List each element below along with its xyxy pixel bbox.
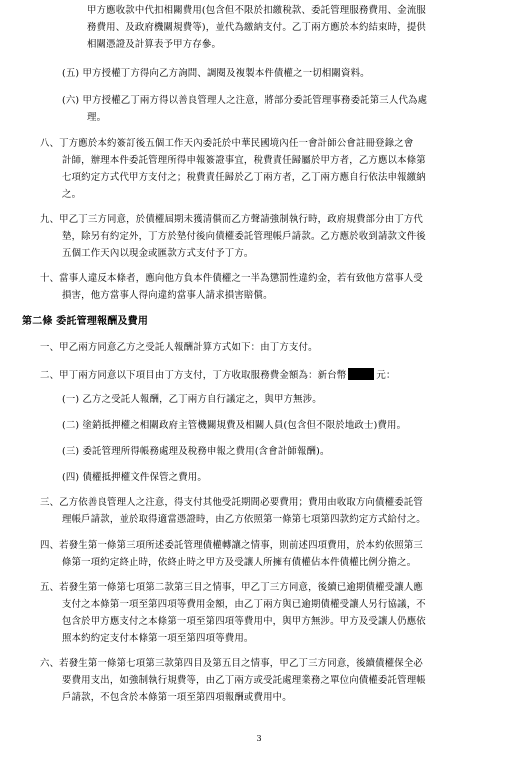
text-line: 要費用支出，如強制執行規費等，由乙丁兩方或受託處理業務之單位向債權委託管理帳 <box>62 675 426 686</box>
text-segment: 二、甲丁兩方同意以下項目由丁方支付，丁方收取服務費金額為：新台幣 <box>40 370 347 381</box>
text-line: 戶請款，不包含於本條第一項至第四項報酬或費用中。 <box>62 692 292 703</box>
text-line: (六) 甲方授權乙丁兩方得以善良管理人之注意，將部分委託管理事務委託第三人代為處 <box>62 95 428 106</box>
text-line: 十、當事人違反本條者，應向他方負本件債權之一半為懲罰性違約金，若有致他方當事人受 <box>40 273 424 284</box>
text-line: (二) 塗銷抵押權之相關政府主管機關規費及相關人員(包含但不限於地政士)費用。 <box>62 420 407 431</box>
text-line: 計師，辦理本件委託管理所得申報簽證事宜，稅費責任歸屬於甲方者，乙方應以本條第 <box>62 155 426 166</box>
text-line: 損害，他方當事人得向違約當事人請求損害賠償。 <box>62 290 273 301</box>
text-line: 四、若發生第一條第三項所述委託管理債權轉讓之情事，則前述四項費用，於本約依照第三 <box>40 540 424 551</box>
text-line: 五個工作天內以現金或匯款方式支付予丁方。 <box>62 248 254 259</box>
section-heading: 第二條 委託管理報酬及費用 <box>22 316 149 327</box>
text-line: (一) 乙方之受託人報酬，乙丁兩方自行議定之，與甲方無涉。 <box>62 394 322 405</box>
text-line: 條第一項約定終止時，依終止時之甲方及受讓人所擁有債權佔本件債權比例分擔之。 <box>62 557 417 568</box>
text-line: 甲方應收款中代扣相關費用(包含但不限於扣繳稅款、委託管理服務費用、金流服 <box>87 5 426 16</box>
text-line: 七項約定方式代甲方支付之；稅費責任歸於乙丁兩方者，乙丁兩方應自行依法申報繳納 <box>62 172 426 183</box>
text-line: 五、若發生第一條第七項第二款第三目之情事，甲乙丁三方同意，後續已逾期債權受讓人應 <box>40 582 424 593</box>
text-line: (四) 債權抵押權文件保管之費用。 <box>62 472 207 483</box>
page-number: 3 <box>256 734 262 743</box>
text-line: 理帳戶請款，並於取得適當憑證時，由乙方依照第一條第七項第四款約定方式給付之。 <box>62 514 426 525</box>
text-line: 九、甲乙丁三方同意，於債權屆期未獲清償而乙方聲請強制執行時，政府規費部分由丁方代 <box>40 214 424 225</box>
text-line: (五) 甲方授權丁方得向乙方詢問、調閱及複製本件債權之一切相關資料。 <box>62 68 370 79</box>
text-segment: 元： <box>376 370 396 381</box>
redaction-box <box>348 368 374 380</box>
text-line: 六、若發生第一條第七項第三款第四目及第五目之情事，甲乙丁三方同意，後續債權保全必 <box>40 658 424 669</box>
text-line: 理。 <box>87 112 107 123</box>
text-line: 之。 <box>62 189 82 200</box>
text-line: 一、甲乙兩方同意乙方之受託人報酬計算方式如下：由丁方支付。 <box>40 342 318 353</box>
text-line: (三) 委託管理所得帳務處理及稅務申報之費用(含會計師報酬)。 <box>62 446 330 457</box>
text-line: 三、乙方依善良管理人之注意，得支付其他受託期間必要費用；費用由收取方向債權委託管 <box>40 497 424 508</box>
text-line: 支付之本條第一項至第四項等費用金額，由乙丁兩方與已逾期債權受讓人另行協議，不 <box>62 599 426 610</box>
text-line: 相關憑證及計算表予甲方存參。 <box>87 39 222 50</box>
text-line <box>40 368 396 381</box>
text-line: 務費用、及政府機關規費等)，並代為繳納支付。乙丁兩方應於本約結束時，提供 <box>87 22 426 33</box>
text-line: 八、丁方應於本約簽訂後五個工作天內委託於中華民國境內任一會計師公會註冊登錄之會 <box>40 138 414 149</box>
text-line: 包含於甲方應支付之本條第一項至第四項等費用中，與甲方無涉。甲方及受讓人仍應依 <box>62 616 426 627</box>
text-line: 照本約約定支付本條第一項至第四項等費用。 <box>62 633 254 644</box>
text-line: 墊，除另有約定外，丁方於墊付後向債權委託管理帳戶請款。乙方應於收到請款文件後 <box>62 231 426 242</box>
